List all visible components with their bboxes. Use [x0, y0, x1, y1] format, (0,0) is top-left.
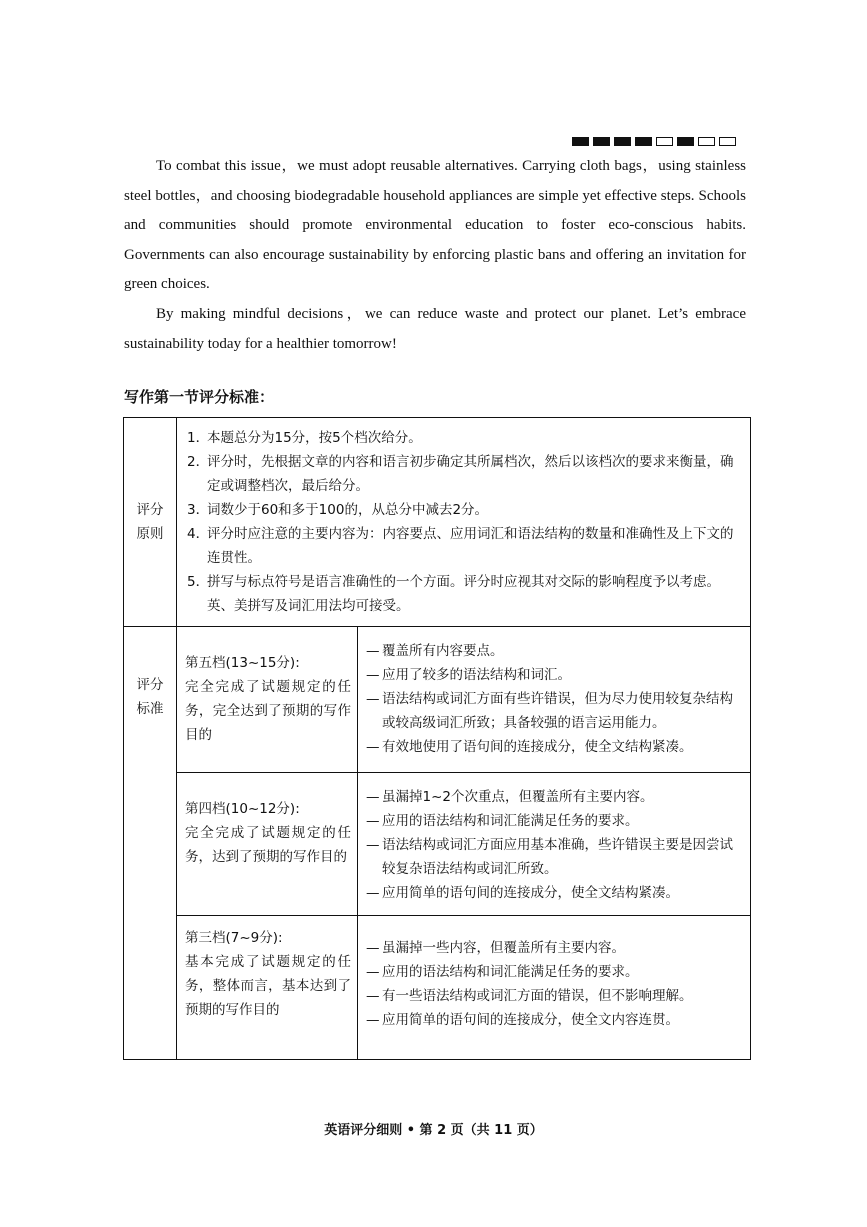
marker-square: [593, 137, 610, 146]
sample-essay: [124, 152, 746, 359]
principle-item: 5． 拼写与标点符号是语言准确性的一个方面。评分时应视其对交际的影响程度予以考虑。英、美拼写及词汇用法均可接受。: [187, 574, 720, 614]
criterion-item: — 覆盖所有内容要点。: [366, 643, 504, 659]
marker-square: [698, 137, 715, 146]
page-footer: 英语评分细则 • 第 2 页（共 11 页）: [324, 1123, 543, 1138]
marker-square: [635, 137, 652, 146]
essay-paragraph: To combat this issue，we must adopt reusable alternatives. Carrying cloth bags，using stainless steel bottles，and choosing biodegradable household appliances are simple yet effective steps. Schools and communities should promote environmental education to foster eco-conscious habits. Governments can also encourage sustainability by enforcing plastic bans and offering an invitation for green choices.: [124, 158, 746, 293]
criterion-item: — 应用简单的语句间的连接成分，使全文结构紧凑。: [366, 885, 679, 901]
level-row-5: [124, 627, 751, 773]
principle-item: 4． 评分时应注意的主要内容为：内容要点、应用词汇和语法结构的数量和准确性及上下文的连贯性。: [187, 526, 734, 566]
criterion-item: — 应用了较多的语法结构和词汇。: [366, 667, 571, 683]
criterion-item: — 应用简单的语句间的连接成分，使全文内容连贯。: [366, 1012, 679, 1028]
principle-item: 2． 评分时，先根据文章的内容和语言初步确定其所属档次，然后以该档次的要求来衡量，确定或调整档次，最后给分。: [187, 454, 734, 494]
criterion-item: — 应用的语法结构和词汇能满足任务的要求。: [366, 813, 639, 829]
level-5-criteria: [358, 627, 751, 773]
essay-paragraph: By making mindful decisions，we can reduce waste and protect our planet. Let’s embrace sustainability today for a healthier tomorrow!: [124, 305, 746, 352]
scoring-rubric-table: [123, 417, 751, 1060]
level-row-3: [124, 916, 751, 1060]
marker-square: [656, 137, 673, 146]
principles-list: [177, 418, 751, 627]
criterion-item: — 语法结构或词汇方面有些许错误，但为尽力使用较复杂结构或较高级词汇所致；具备较强的语言运用能力。: [366, 691, 733, 731]
level-4-criteria: [358, 773, 751, 916]
level-3-criteria: [358, 916, 751, 1060]
criterion-item: — 应用的语法结构和词汇能满足任务的要求。: [366, 964, 639, 980]
criterion-item: — 语法结构或词汇方面应用基本准确，些许错误主要是因尝试较复杂语法结构或词汇所致。: [366, 837, 733, 877]
principle-item: 3． 词数少于60和多于100的，从总分中减去2分。: [187, 502, 489, 518]
level-3-cell: 第三档(7~9分): 基本完成了试题规定的任务，整体而言，基本达到了预期的写作目的: [177, 916, 358, 1060]
level-4-cell: 第四档(10~12分): 完全完成了试题规定的任务，达到了预期的写作目的: [177, 773, 358, 916]
criterion-item: — 有一些语法结构或词汇方面的错误，但不影响理解。: [366, 988, 693, 1004]
criterion-item: — 虽漏掉一些内容，但覆盖所有主要内容。: [366, 940, 625, 956]
marker-square: [614, 137, 631, 146]
marker-square: [719, 137, 736, 146]
marker-square: [677, 137, 694, 146]
criterion-item: — 虽漏掉1~2个次重点，但覆盖所有主要内容。: [366, 789, 654, 805]
level-5-cell: 第五档(13~15分): 完全完成了试题规定的任务，完全达到了预期的写作目的: [177, 627, 358, 773]
principles-header: 评分 原则: [124, 418, 177, 627]
principle-item: 1． 本题总分为15分，按5个档次给分。: [187, 430, 422, 446]
level-row-4: [124, 773, 751, 916]
section-title: 写作第一节评分标准：: [124, 388, 275, 406]
principles-row: [124, 418, 751, 627]
standards-header: 评分 标准: [124, 627, 177, 1060]
marker-square: [572, 137, 589, 146]
criterion-item: — 有效地使用了语句间的连接成分，使全文结构紧凑。: [366, 739, 693, 755]
page-marker: [572, 137, 736, 146]
